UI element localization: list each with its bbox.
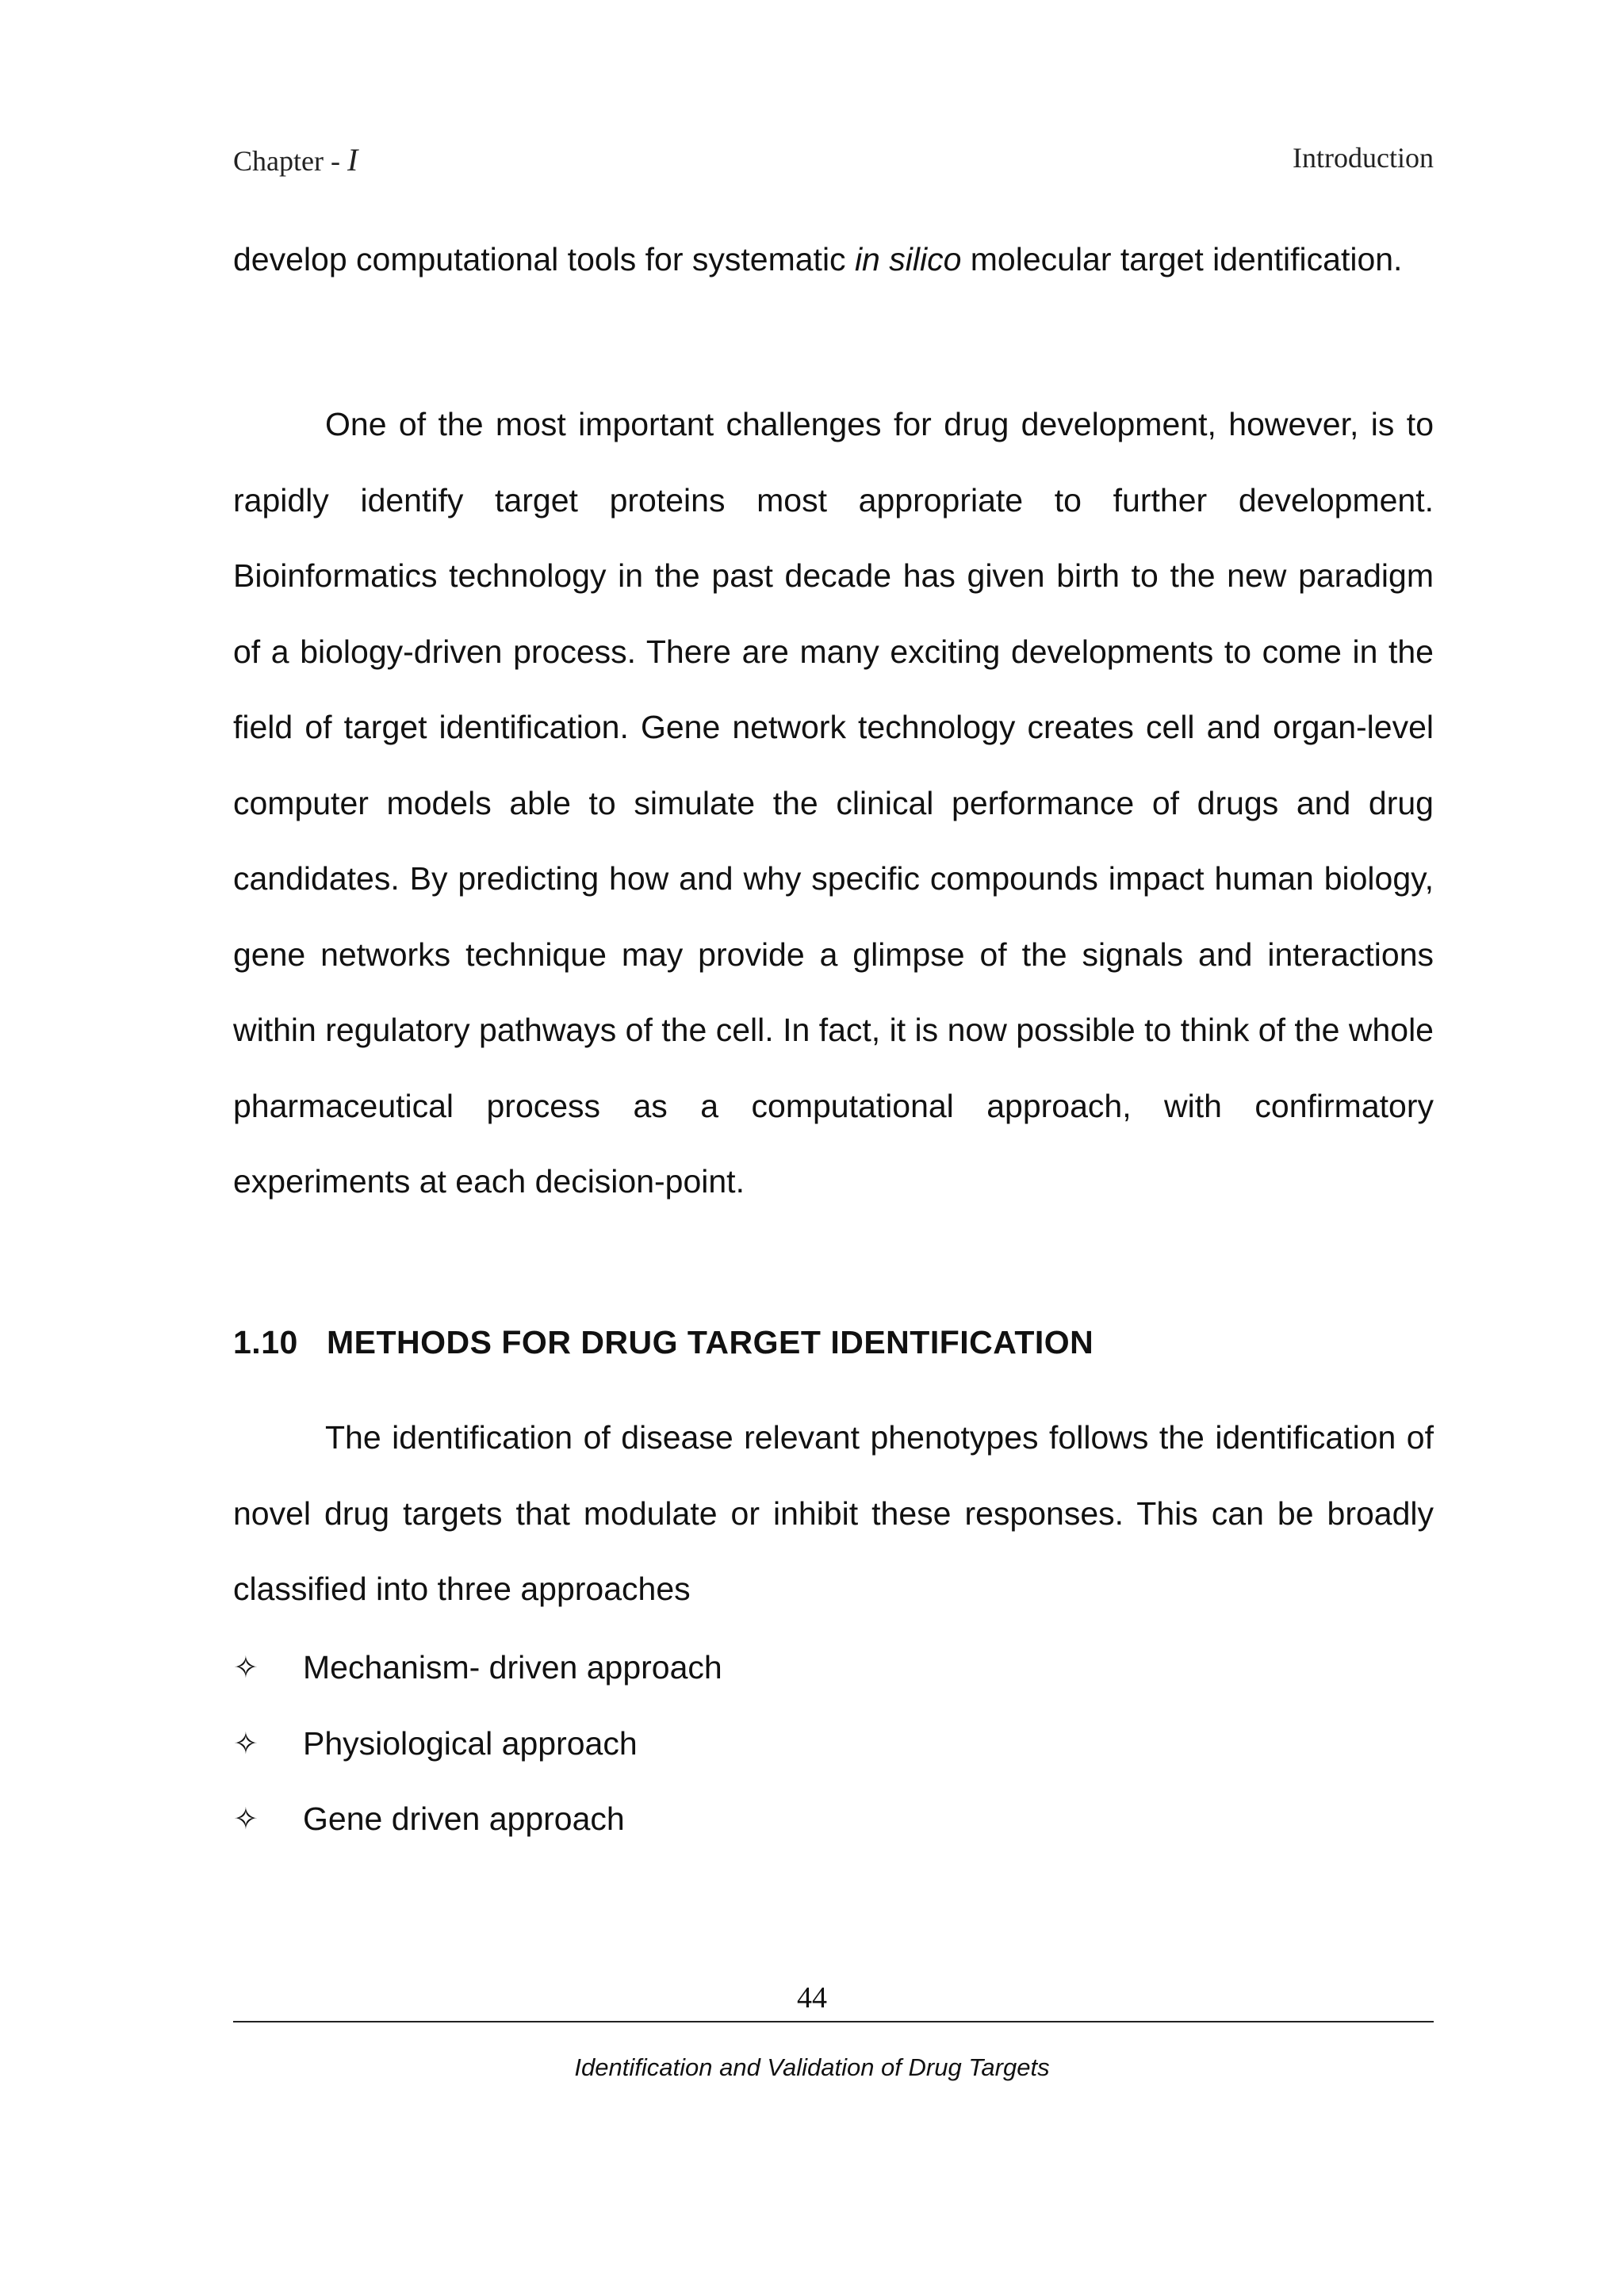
page-number: 44 bbox=[797, 1981, 827, 2015]
running-header bbox=[233, 141, 1434, 189]
four-pointed-star-icon: ✧ bbox=[233, 1725, 259, 1761]
chapter-label bbox=[233, 141, 358, 178]
paragraph-methods: The identification of disease relevant phenotypes follows the identification of novel drug targets that modulate or inhibit these responses. This can be broadly classified into three approaches bbox=[233, 1419, 1434, 1607]
approach-list bbox=[233, 1630, 1434, 1858]
list-item-label: Gene driven approach bbox=[303, 1800, 625, 1837]
chapter-label-text: Chapter - bbox=[233, 145, 347, 177]
list-item bbox=[233, 1706, 1434, 1782]
list-item-label: Mechanism- driven approach bbox=[303, 1649, 722, 1686]
paragraph-challenges: One of the most important challenges for drug development, however, is to rapidly identify target proteins most appropriate to further development. Bioinformatics technology in the past decade has given birth to the new paradigm of a biology-driven process. There are many exciting developments to come in the field of target identification. Gene network technology creates cell and organ-level computer models able to simulate the clinical performance of drugs and drug candidates. By predicting how and why specific compounds impact human biology, gene networks technique may provide a glimpse of the signals and interactions within regulatory pathways of the cell. In fact, it is now possible to think of the whole pharmaceutical process as a computational approach, with confirmatory experiments at each decision-point. bbox=[233, 406, 1434, 1200]
section-heading bbox=[233, 1324, 1094, 1361]
section-title: METHODS FOR DRUG TARGET IDENTIFICATION bbox=[327, 1324, 1094, 1360]
footer-title: Identification and Validation of Drug Targets bbox=[574, 2053, 1050, 2081]
list-item-label: Physiological approach bbox=[303, 1724, 638, 1762]
footer-divider bbox=[233, 2021, 1434, 2022]
four-pointed-star-icon: ✧ bbox=[233, 1801, 259, 1836]
paragraph-continued bbox=[233, 222, 1434, 298]
list-item bbox=[233, 1630, 1434, 1706]
paragraph-text: molecular target identification. bbox=[961, 241, 1403, 277]
paragraph-text: develop computational tools for systematic bbox=[233, 241, 855, 277]
section-number: 1.10 bbox=[233, 1324, 298, 1360]
chapter-numeral: I bbox=[347, 142, 358, 178]
four-pointed-star-icon: ✧ bbox=[233, 1650, 259, 1685]
section-label: Introduction bbox=[1293, 142, 1434, 174]
italic-term: in silico bbox=[854, 241, 962, 277]
list-item bbox=[233, 1781, 1434, 1858]
